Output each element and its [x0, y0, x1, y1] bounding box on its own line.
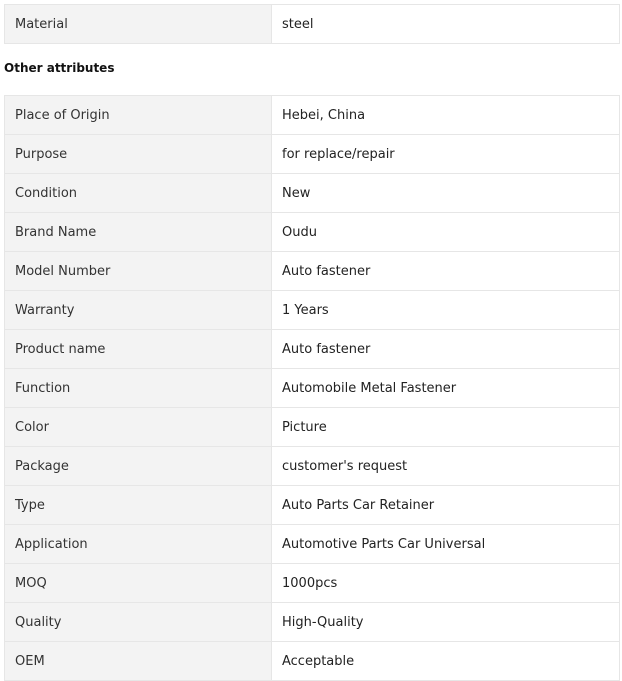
- attribute-row: [5, 408, 620, 447]
- attribute-row: [5, 291, 620, 330]
- attribute-row: [5, 486, 620, 525]
- attribute-key: OEM: [5, 642, 272, 681]
- attribute-key: Application: [5, 525, 272, 564]
- attribute-key: Product name: [5, 330, 272, 369]
- main-attributes-table: [4, 4, 620, 44]
- attribute-value: 1000pcs: [272, 564, 620, 603]
- attribute-value: New: [272, 174, 620, 213]
- attribute-row: [5, 603, 620, 642]
- attribute-row: [5, 642, 620, 681]
- main-attributes-body: [5, 5, 620, 44]
- attribute-row: [5, 447, 620, 486]
- attribute-value: customer's request: [272, 447, 620, 486]
- attribute-key: Warranty: [5, 291, 272, 330]
- attribute-key: Purpose: [5, 135, 272, 174]
- attribute-key: Material: [5, 5, 272, 44]
- attribute-key: Package: [5, 447, 272, 486]
- attribute-key: Model Number: [5, 252, 272, 291]
- attribute-key: Brand Name: [5, 213, 272, 252]
- other-attributes-body: [5, 96, 620, 681]
- attribute-key: Function: [5, 369, 272, 408]
- attribute-row: [5, 330, 620, 369]
- attribute-row: [5, 135, 620, 174]
- attribute-value: Auto fastener: [272, 252, 620, 291]
- attribute-value: steel: [272, 5, 620, 44]
- attribute-row: [5, 213, 620, 252]
- attribute-value: Automobile Metal Fastener: [272, 369, 620, 408]
- attribute-key: Quality: [5, 603, 272, 642]
- attribute-value: Acceptable: [272, 642, 620, 681]
- attribute-key: Color: [5, 408, 272, 447]
- attribute-value: High-Quality: [272, 603, 620, 642]
- attribute-key: Condition: [5, 174, 272, 213]
- attribute-row: [5, 5, 620, 44]
- attribute-value: Hebei, China: [272, 96, 620, 135]
- attribute-key: MOQ: [5, 564, 272, 603]
- attribute-value: 1 Years: [272, 291, 620, 330]
- section-title: Other attributes: [4, 61, 115, 75]
- attribute-row: [5, 174, 620, 213]
- attribute-value: for replace/repair: [272, 135, 620, 174]
- attribute-value: Oudu: [272, 213, 620, 252]
- attribute-key: Type: [5, 486, 272, 525]
- attribute-row: [5, 525, 620, 564]
- attribute-key: Place of Origin: [5, 96, 272, 135]
- attribute-value: Auto Parts Car Retainer: [272, 486, 620, 525]
- attribute-row: [5, 96, 620, 135]
- attribute-row: [5, 369, 620, 408]
- attribute-value: Automotive Parts Car Universal: [272, 525, 620, 564]
- other-attributes-table: [4, 95, 620, 681]
- attribute-row: [5, 252, 620, 291]
- attribute-value: Picture: [272, 408, 620, 447]
- attribute-row: [5, 564, 620, 603]
- attribute-value: Auto fastener: [272, 330, 620, 369]
